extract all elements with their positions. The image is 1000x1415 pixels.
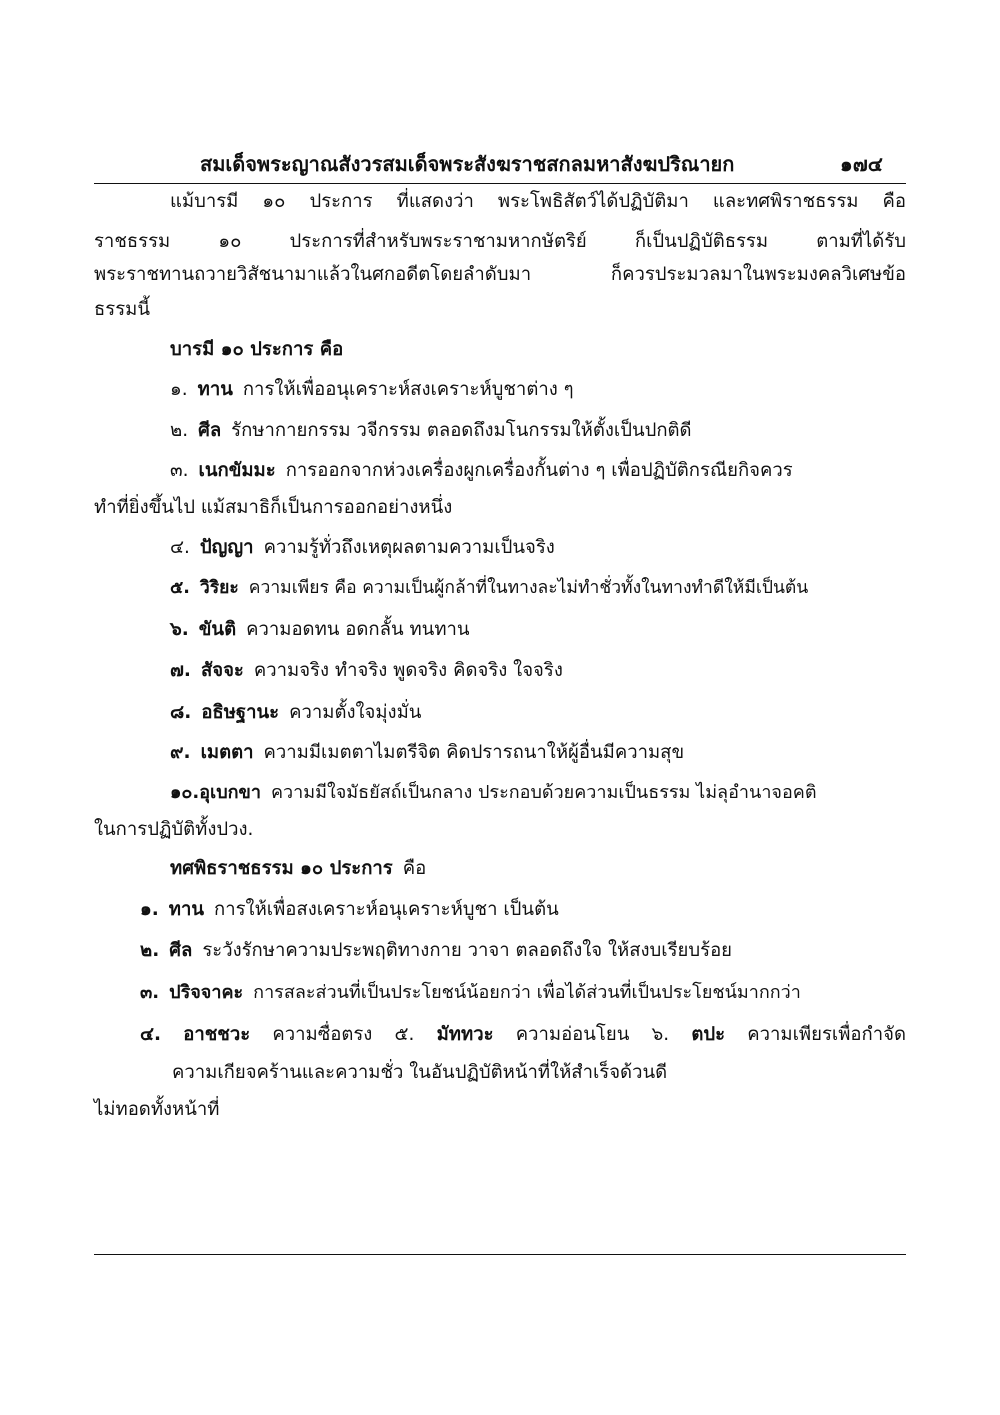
item-number: ๘. (170, 702, 192, 723)
header-rule (94, 183, 906, 184)
item-desc: ความซื่อตรง (272, 1024, 373, 1045)
barami-item-8 (170, 700, 421, 726)
item-number: ๑. (140, 899, 159, 920)
item-term: ศีล (169, 940, 193, 961)
thotsaphit-continuation-2: ไม่ทอดทั้งหน้าที่ (94, 1099, 220, 1120)
item-term: อธิษฐานะ (201, 702, 280, 723)
barami-item-9 (170, 740, 684, 766)
page-number: ๑๗๔ (840, 152, 883, 176)
thotsaphit-heading-title: ทศพิธราชธรรม ๑๐ ประการ (170, 858, 393, 879)
item-term: วิริยะ (199, 578, 239, 598)
barami-item-10-continuation: ในการปฏิบัติทั้งปวง. (94, 819, 254, 840)
barami-item-3 (170, 458, 793, 484)
running-header-title: สมเด็จพระญาณสังวรสมเด็จพระสังฆราชสกลมหาสังฆปริณายก (200, 152, 735, 176)
intro-line-2: ราชธรรม ๑๐ ประการที่สำหรับพระราชามหากษัตริย์ ก็เป็นปฏิบัติธรรม ตามที่ได้รับ (94, 231, 906, 252)
item-term: ปริจจาคะ (169, 982, 244, 1003)
item-desc: ความจริง ทำจริง พูดจริง คิดจริง ใจจริง (253, 660, 563, 681)
item-term: อาชชวะ (183, 1024, 251, 1045)
item-number: ๑๐. (170, 782, 200, 803)
item-term: ขันติ (198, 619, 237, 640)
item-number: ๕. (170, 578, 190, 598)
item-term: มัททวะ (436, 1024, 494, 1045)
item-term: เนกขัมมะ (198, 460, 276, 481)
thotsaphit-heading-tail: คือ (402, 858, 427, 879)
thotsaphit-continuation-1: ความเกียจคร้านและความชั่ว ในอันปฏิบัติหน้าที่ให้สำเร็จด้วนดี (172, 1062, 668, 1083)
item-term: เมตตา (200, 742, 254, 763)
item-desc: ความเพียร คือ ความเป็นผู้กล้าที่ในทางละไม่ทำชั่วทั้งในทางทำดีให้มีเป็นต้น (248, 578, 809, 598)
item-desc: ระวังรักษาความประพฤติทางกาย วาจา ตลอดถึงใจ ให้สงบเรียบร้อย (202, 940, 733, 961)
barami-item-7 (170, 658, 563, 684)
barami-item-5 (170, 575, 808, 601)
item-desc: ความอ่อนโยน (515, 1024, 630, 1045)
footer-rule (94, 1254, 906, 1255)
item-term: ปัญญา (199, 537, 254, 558)
item-number: ๒. (140, 940, 160, 961)
item-number: ๔. (140, 1024, 162, 1045)
item-number: ๗. (170, 660, 191, 681)
barami-item-10 (170, 780, 817, 806)
barami-item-4 (170, 535, 555, 561)
item-desc: ความอดทน อดกลั้น ทนทาน (246, 619, 470, 640)
barami-heading: บารมี ๑๐ ประการ คือ (170, 339, 344, 360)
barami-item-6 (170, 617, 470, 643)
item-term: ศีล (198, 420, 222, 441)
barami-item-1 (170, 377, 574, 403)
item-term: ทาน (168, 899, 205, 920)
item-desc: การออกจากห่วงเครื่องผูกเครื่องกั้นต่าง ๆ เพื่อปฏิบัติกรณียกิจควร (285, 460, 793, 481)
item-number: ๖. (651, 1024, 670, 1045)
item-desc: ความรู้ทั่วถึงเหตุผลตามความเป็นจริง (263, 537, 555, 558)
barami-item-3-continuation: ทำที่ยิ่งขึ้นไป แม้สมาธิก็เป็นการออกอย่างหนึ่ง (94, 497, 453, 518)
item-desc: ความตั้งใจมุ่งมั่น (289, 702, 422, 723)
intro-line-3: พระราชทานถวายวิสัชนามาแล้วในศกอดีตโดยลำดับมา ก็ควรประมวลมาในพระมงคลวิเศษข้อ (94, 264, 906, 285)
item-desc: ความมีใจมัธยัสถ์เป็นกลาง ประกอบด้วยความเป็นธรรม ไม่ลุอำนาจอคติ (270, 782, 817, 803)
thotsaphit-item-1 (140, 897, 559, 923)
item-desc: การให้เพื่อสงเคราะห์อนุเคราะห์บูชา เป็นต้น (214, 899, 559, 920)
item-number: ๕. (394, 1024, 415, 1045)
item-number: ๙. (170, 742, 191, 763)
item-number: ๑. (170, 379, 188, 400)
item-desc: ความมีเมตตาไมตรีจิต คิดปรารถนาให้ผู้อื่นมีความสุข (263, 742, 685, 763)
thotsaphit-heading (170, 856, 426, 882)
item-desc: การสละส่วนที่เป็นประโยชน์น้อยกว่า เพื่อได้ส่วนที่เป็นประโยชน์มากกว่า (253, 982, 801, 1003)
thotsaphit-item-3 (140, 980, 801, 1006)
item-term: ตปะ (691, 1024, 726, 1045)
thotsaphit-item-2 (140, 938, 732, 964)
item-desc: การให้เพื่ออนุเคราะห์สงเคราะห์บูชาต่าง ๆ (242, 379, 574, 400)
item-desc: รักษากายกรรม วจีกรรม ตลอดถึงมโนกรรมให้ตั้งเป็นปกติดี (231, 420, 692, 441)
item-term: อุเบกขา (199, 782, 261, 803)
item-number: ๓. (140, 982, 160, 1003)
thotsaphit-items-4-6 (140, 1022, 906, 1048)
intro-line-4: ธรรมนี้ (94, 299, 151, 320)
item-number: ๔. (170, 537, 190, 558)
item-desc: ความเพียรเพื่อกำจัด (747, 1024, 906, 1045)
item-term: ทาน (197, 379, 233, 400)
intro-line-1: แม้บารมี ๑๐ ประการ ที่แสดงว่า พระโพธิสัตว์ได้ปฏิบัติมา และทศพิราชธรรม คือ (170, 191, 906, 212)
item-number: ๖. (170, 619, 189, 640)
item-number: ๒. (170, 420, 189, 441)
item-term: สัจจะ (200, 660, 244, 681)
item-number: ๓. (170, 460, 189, 481)
barami-item-2 (170, 418, 692, 444)
